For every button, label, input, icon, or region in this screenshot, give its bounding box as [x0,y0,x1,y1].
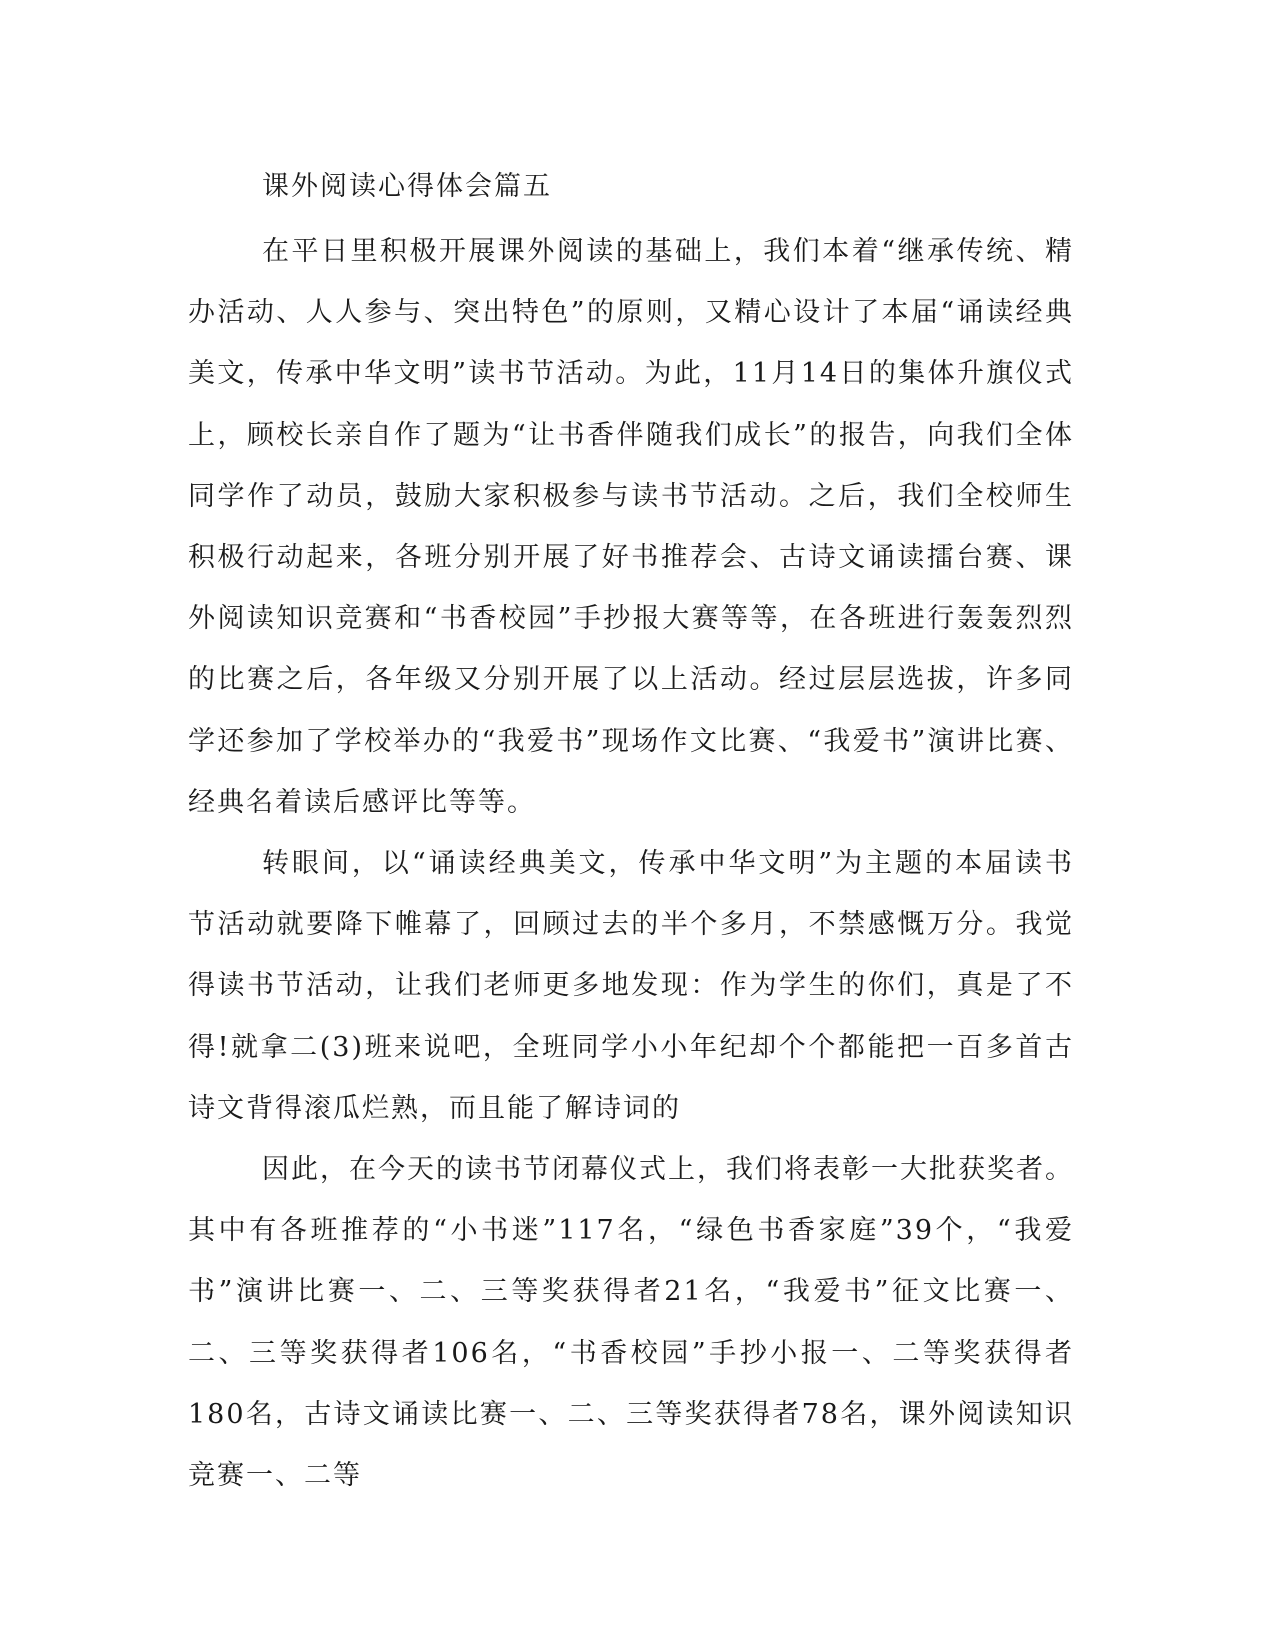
document-body [188,167,1074,1506]
paragraph-1: 在平日里积极开展课外阅读的基础上，我们本着“继承传统、精办活动、人人参与、突出特色”的原则，又精心设计了本届“诵读经典美文，传承中华文明”读书节活动。为此，11月14日的集体升旗仪式上，顾校长亲自作了题为“让书香伴随我们成长”的报告，向我们全体同学作了动员，鼓励大家积极参与读书节活动。之后，我们全校师生积极行动起来，各班分别开展了好书推荐会、古诗文诵读擂台赛、课外阅读知识竞赛和“书香校园”手抄报大赛等等，在各班进行轰轰烈烈的比赛之后，各年级又分别开展了以上活动。经过层层选拔，许多同学还参加了学校举办的“我爱书”现场作文比赛、“我爱书”演讲比赛、经典名着读后感评比等等。 [188,236,1074,818]
document-title: 课外阅读心得体会篇五 [262,171,552,202]
paragraph-2: 转眼间，以“诵读经典美文，传承中华文明”为主题的本届读书节活动就要降下帷幕了，回顾过去的半个多月，不禁感慨万分。我觉得读书节活动，让我们老师更多地发现：作为学生的你们，真是了不得!就拿二(3)班来说吧，全班同学小小年纪却个个都能把一百多首古诗文背得滚瓜烂熟，而且能了解诗词的 [188,848,1074,1124]
paragraph-3: 因此，在今天的读书节闭幕仪式上，我们将表彰一大批获奖者。其中有各班推荐的“小书迷”117名，“绿色书香家庭”39个，“我爱书”演讲比赛一、二、三等奖获得者21名，“我爱书”征文比赛一、二、三等奖获得者106名，“书香校园”手抄小报一、二等奖获得者180名，古诗文诵读比赛一、二、三等奖获得者78名，课外阅读知识竞赛一、二等 [188,1154,1074,1492]
